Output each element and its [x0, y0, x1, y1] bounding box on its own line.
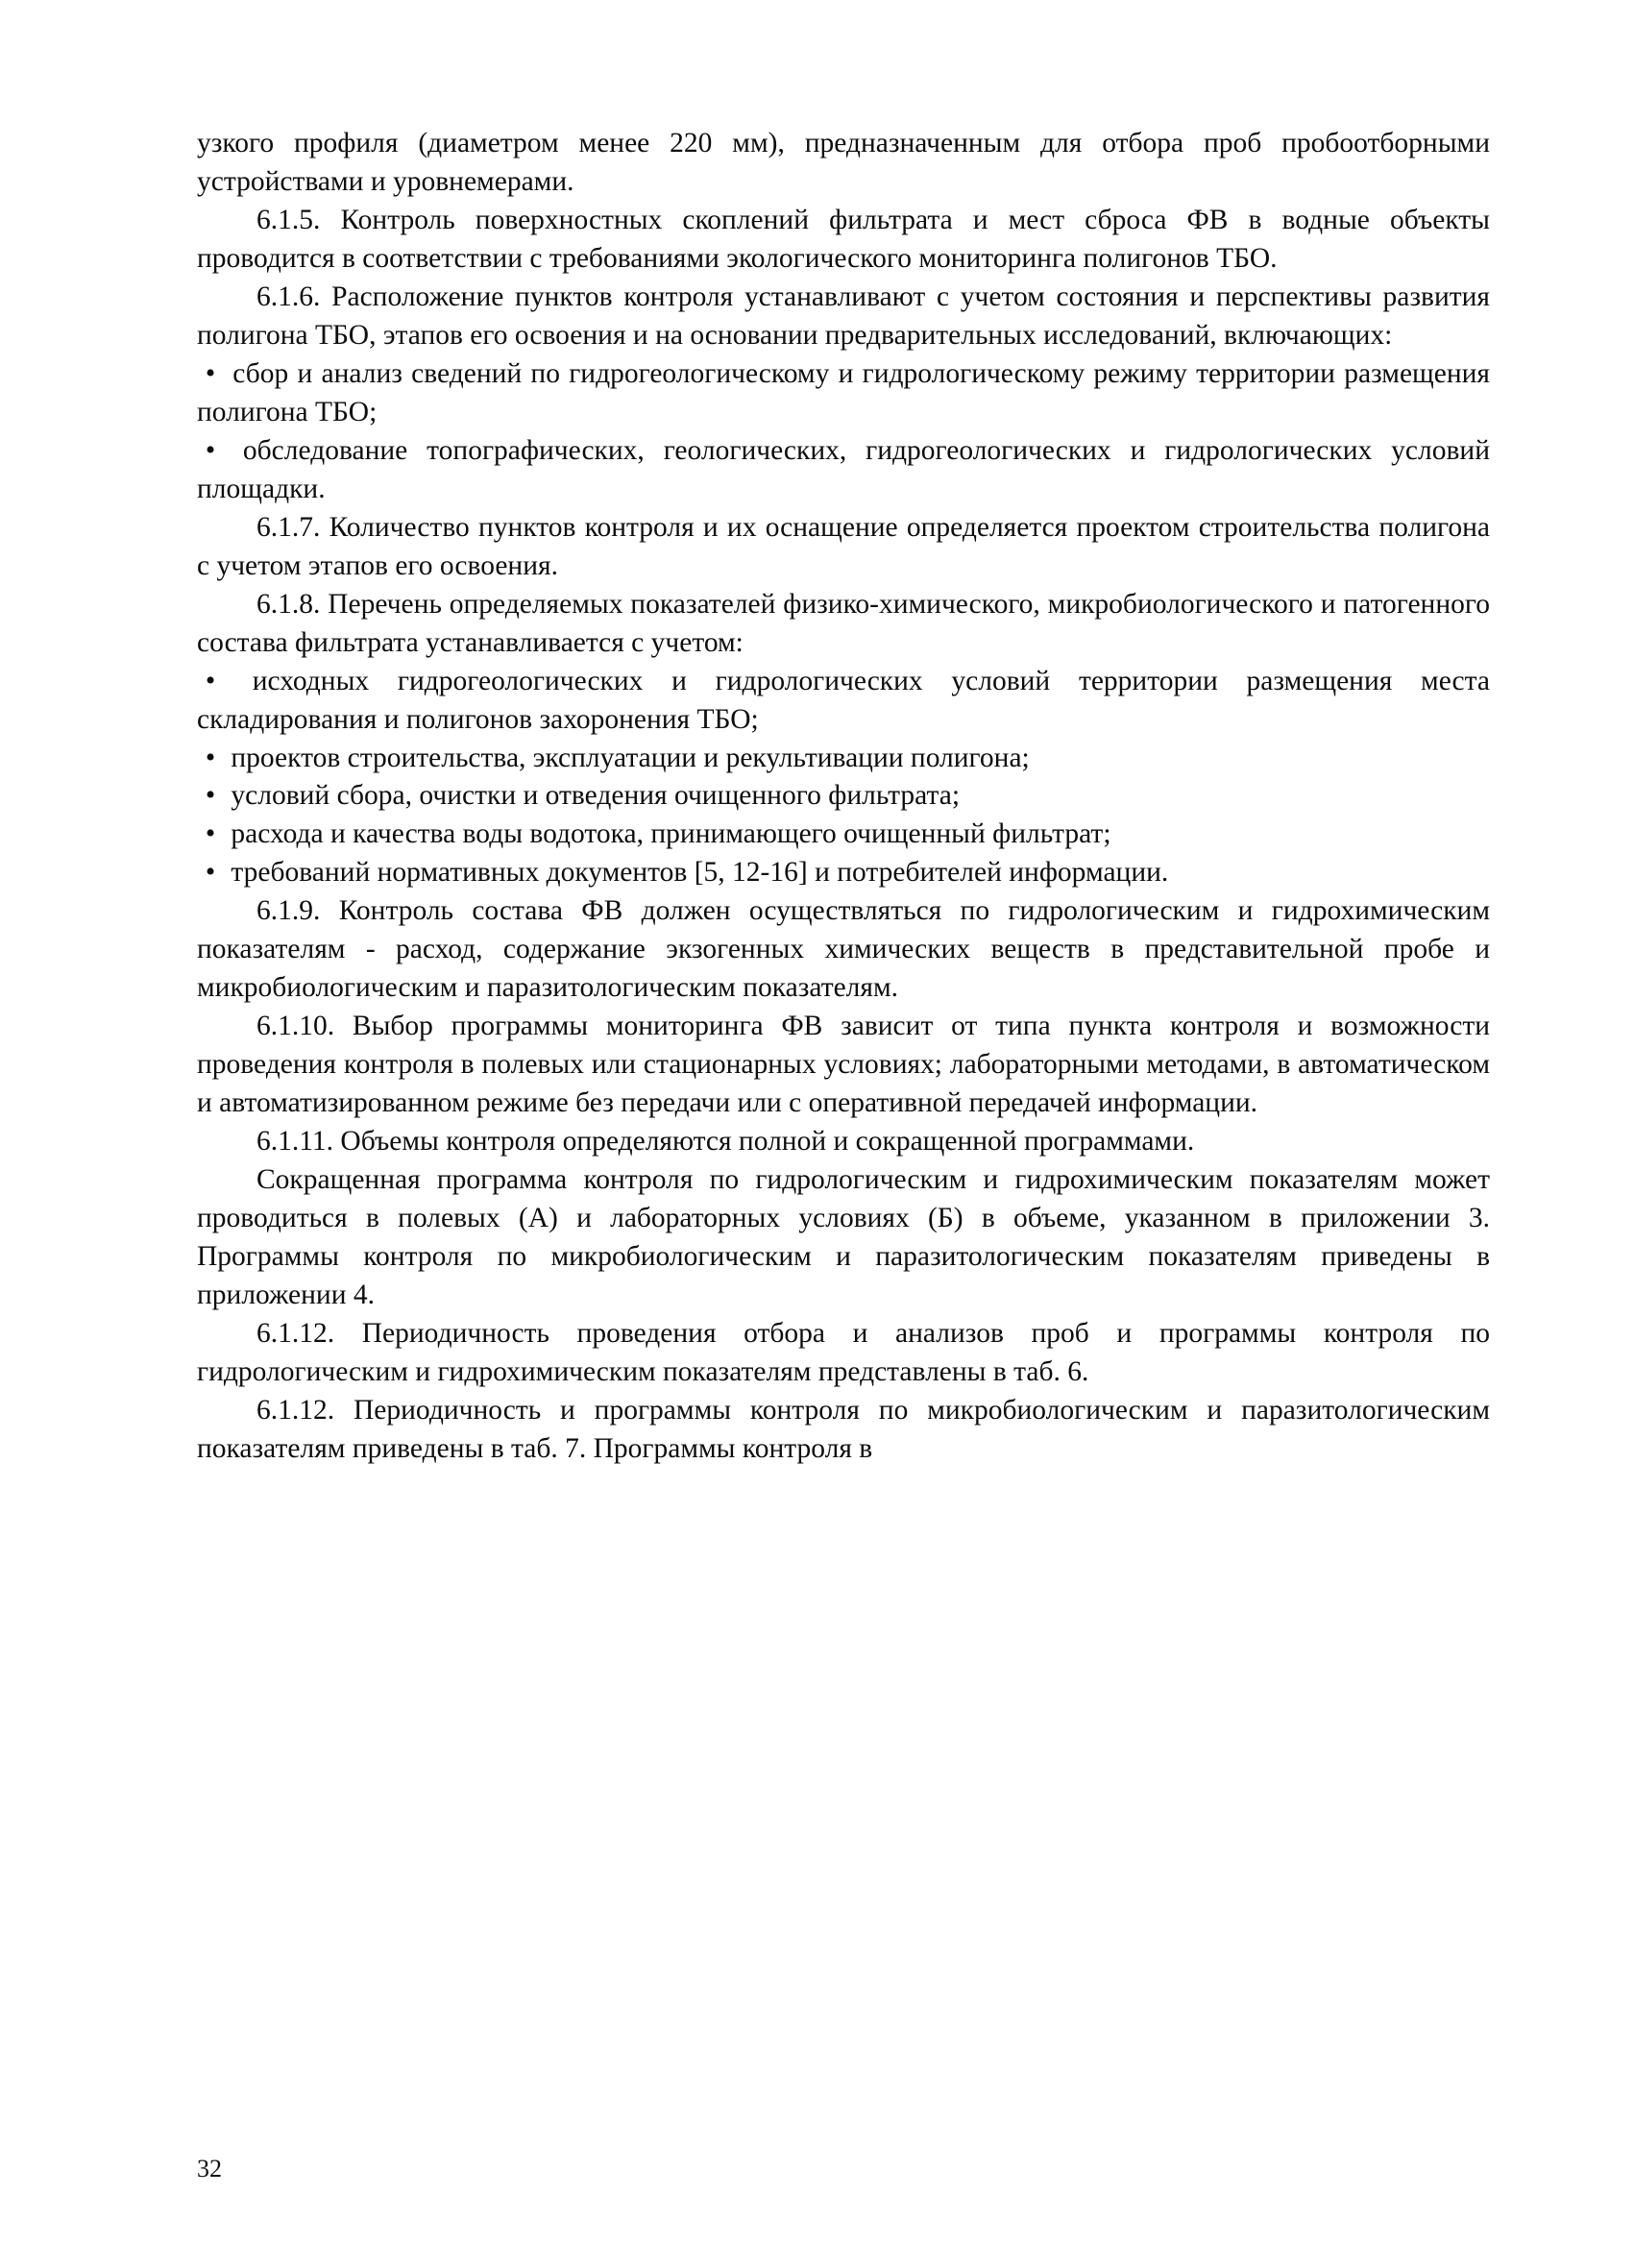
bullet-icon: • — [205, 357, 216, 389]
page-body — [197, 125, 1490, 1469]
paragraph-6-1-12-a: 6.1.12. Периодичность проведения отбора и анализов проб и программы контроля по гидрологическим и гидрохимическим показателям представлены в таб. 6. — [197, 1318, 1490, 1387]
paragraph-6-1-11: 6.1.11. Объемы контроля определяются полной и сокращенной программами. — [256, 1126, 1195, 1158]
paragraph-6-1-10: 6.1.10. Выбор программы мониторинга ФВ зависит от типа пункта контроля и возможности проведения контроля в полевых или стационарных условиях; лабораторными методами, в автоматическом и автоматизированном режиме без передачи или с оперативной передачей информации. — [197, 1011, 1490, 1119]
paragraph-6-1-12-b: 6.1.12. Периодичность и программы контроля по микробиологическим и паразитологическим показателям приведены в таб. 7. Программы контроля в — [197, 1394, 1490, 1464]
paragraph-short-program: Сокращенная программа контроля по гидрологическим и гидрохимическим показателям может проводиться в полевых (А) и лабораторных условиях (Б) в объеме, указанном в приложении 3. Программы контроля по микробиологическим и паразитологическим показателям приведены в приложении 4. — [197, 1164, 1490, 1311]
list-item-bullet-6 — [197, 816, 1490, 854]
list-item-text: расхода и качества воды водотока, принимающего очищенный фильтрат; — [231, 818, 1111, 850]
bullet-icon: • — [205, 665, 216, 696]
list-item-bullet-7 — [197, 854, 1490, 892]
list-item-text: обследование топографических, геологических, гидрогеологических и гидрологических условий площадки. — [197, 434, 1490, 504]
paragraph-6-1-8: 6.1.8. Перечень определяемых показателей физико-химического, микробиологического и патогенного состава фильтрата устанавливается с учетом: — [197, 588, 1490, 658]
list-item-text: требований нормативных документов [5, 12-16] и потребителей информации. — [231, 857, 1169, 889]
bullet-icon: • — [205, 780, 216, 812]
list-item-text: исходных гидрогеологических и гидрологических условий территории размещения места складирования и полигонов захоронения ТБО; — [197, 665, 1490, 735]
page-number: 32 — [197, 2155, 222, 2183]
paragraph-6-1-5: 6.1.5. Контроль поверхностных скоплений фильтрата и мест сброса ФВ в водные объекты проводится в соответствии с требованиями экологического мониторинга полигонов ТБО. — [197, 204, 1490, 274]
list-item-bullet-5 — [197, 777, 1490, 816]
paragraph-6-1-6: 6.1.6. Расположение пунктов контроля устанавливают с учетом состояния и перспективы развития полигона ТБО, этапов его освоения и на основании предварительных исследований, включающих: — [197, 280, 1490, 351]
paragraph-6-1-7: 6.1.7. Количество пунктов контроля и их оснащение определяется проектом строительства полигона с учетом этапов его освоения. — [197, 511, 1490, 581]
bullet-icon: • — [205, 818, 216, 850]
list-item-text: условий сбора, очистки и отведения очищенного фильтрата; — [231, 780, 961, 812]
list-item-bullet-1 — [197, 355, 1490, 432]
list-item-bullet-2 — [197, 432, 1490, 509]
bullet-icon: • — [205, 857, 216, 889]
paragraph-continued: узкого профиля (диаметром менее 220 мм), предназначенным для отбора проб пробоотборными устройствами и уровнемерами. — [197, 128, 1490, 197]
list-item-text: сбор и анализ сведений по гидрогеологическому и гидрологическому режиму территории размещения полигона ТБО; — [197, 357, 1490, 427]
bullet-icon: • — [205, 434, 216, 466]
list-item-bullet-4 — [197, 740, 1490, 778]
list-item-text: проектов строительства, эксплуатации и рекультивации полигона; — [231, 742, 1030, 773]
paragraph-6-1-9: 6.1.9. Контроль состава ФВ должен осуществляться по гидрологическим и гидрохимическим показателям - расход, содержание экзогенных химических веществ в представительной пробе и микробиологическим и паразитологическим показателям. — [197, 895, 1490, 1004]
list-item-bullet-3 — [197, 663, 1490, 740]
bullet-icon: • — [205, 742, 216, 773]
